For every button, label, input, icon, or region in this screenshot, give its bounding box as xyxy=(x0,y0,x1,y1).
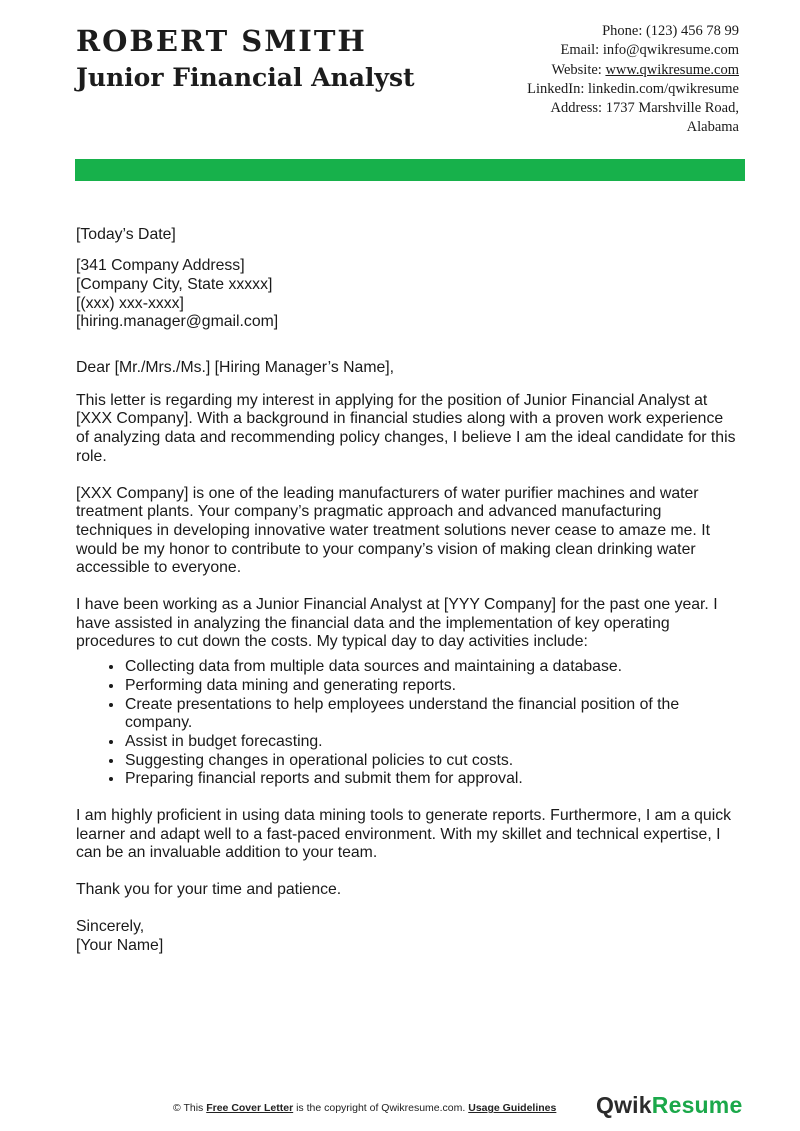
copyright-middle: is the copyright of Qwikresume.com. xyxy=(293,1102,469,1114)
copyright-prefix: © This xyxy=(173,1102,207,1114)
contact-website-label: Website: xyxy=(551,61,606,78)
contact-linkedin: LinkedIn: linkedin.com/qwikresume xyxy=(527,80,739,97)
applicant-title: Junior Financial Analyst xyxy=(76,63,415,92)
usage-guidelines-link[interactable]: Usage Guidelines xyxy=(468,1102,557,1114)
paragraph-company: [XXX Company] is one of the leading manufacturers of water purifier machines and water treatment plants. Your company’s pragmatic approach and advanced manufacturing techniques in developing innovative water treatment solutions never cease to amaze me. It would be my honor to contribute to your company’s vision of making clean drinking water accessible to everyone. xyxy=(76,484,710,577)
contact-block xyxy=(459,22,739,138)
accent-divider-bar xyxy=(75,159,745,181)
list-item: • Assist in budget forecasting. xyxy=(124,733,736,752)
recipient-email: [hiring.manager@gmail.com] xyxy=(76,313,279,331)
letter-body xyxy=(76,226,736,955)
contact-address-line1: Address: 1737 Marshville Road, xyxy=(550,100,739,117)
website-link[interactable]: www.qwikresume.com xyxy=(605,61,739,78)
paragraph-closing: I am highly proficient in using data mining tools to generate reports. Furthermore, I am a quick learner and adapt well to a fast-paced environment. With my skillet and technical expertise, I can be an invaluable addition to your team. xyxy=(76,807,732,862)
list-item: • Preparing financial reports and submit them for approval. xyxy=(124,770,736,789)
logo-text-resume: Resume xyxy=(651,1092,743,1118)
contact-email: Email: info@qwikresume.com xyxy=(560,42,739,59)
recipient-address: [341 Company Address] xyxy=(76,257,245,275)
recipient-city-state: [Company City, State xxxxx] xyxy=(76,275,273,293)
logo-text-qwik: Qwik xyxy=(596,1092,652,1118)
paragraph-intro: This letter is regarding my interest in applying for the position of Junior Financial Analyst at [XXX Company]. With a background in financial studies along with a proven work experience of analyzing data and recommending policy changes, I believe I am the ideal candidate for this role. xyxy=(76,391,736,465)
applicant-name: ROBERT SMITH xyxy=(76,24,367,58)
paragraph-experience: I have been working as a Junior Financial Analyst at [YYY Company] for the past one year. I have assisted in analyzing the financial data and the implementation of key operating procedures to cut down the costs. My typical day to day activities include: xyxy=(76,596,718,651)
contact-website xyxy=(459,61,739,80)
signature-name: [Your Name] xyxy=(76,936,164,954)
copyright-notice xyxy=(173,1102,556,1114)
contact-address-line2: Alabama xyxy=(686,119,739,136)
signoff: Sincerely, xyxy=(76,917,145,935)
list-item: • Performing data mining and generating reports. xyxy=(124,677,736,696)
free-cover-letter-link[interactable]: Free Cover Letter xyxy=(206,1102,294,1114)
activities-list xyxy=(76,658,736,789)
list-item: • Suggesting changes in operational policies to cut costs. xyxy=(124,752,736,771)
page-footer xyxy=(0,1092,800,1126)
list-item: • Collecting data from multiple data sources and maintaining a database. xyxy=(124,658,736,677)
salutation: Dear [Mr./Mrs./Ms.] [Hiring Manager’s Name], xyxy=(76,359,395,377)
qwikresume-logo[interactable] xyxy=(596,1092,742,1119)
thanks-line: Thank you for your time and patience. xyxy=(76,881,342,899)
recipient-block xyxy=(76,257,736,332)
contact-phone: Phone: (123) 456 78 99 xyxy=(602,23,739,39)
recipient-phone: [(xxx) xxx-xxxx] xyxy=(76,294,184,312)
list-item: • Create presentations to help employees understand the financial position of the company. xyxy=(124,696,736,733)
letter-date: [Today’s Date] xyxy=(76,226,176,243)
